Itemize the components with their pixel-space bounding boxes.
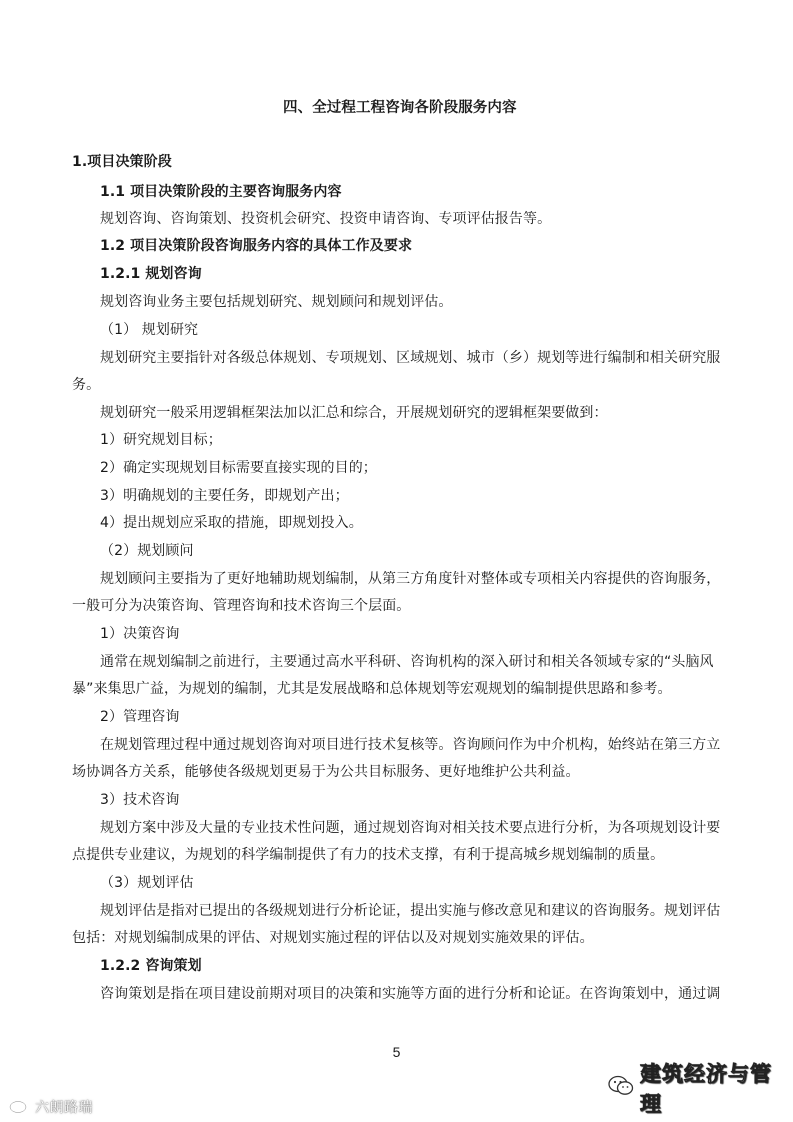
paragraph-line: 规划咨询业务主要包括规划研究、规划顾问和规划评估。 xyxy=(100,294,453,310)
weibo-watermark xyxy=(8,1096,93,1118)
paragraph-line: 暴”来集思广益，为规划的编制，尤其是发展战略和总体规划等宏观规划的编制提供思路和参考。 xyxy=(72,681,672,697)
paragraph-line: 规划研究主要指针对各级总体规划、专项规划、区域规划、城市（乡）规划等进行编制和相关研究服 xyxy=(100,350,721,366)
paragraph-line: 规划方案中涉及大量的专业技术性问题，通过规划咨询对相关技术要点进行分析，为各项规划设计要 xyxy=(100,820,721,836)
item-heading: 3）技术咨询 xyxy=(100,792,180,808)
document-title: 四、全过程工程咨询各阶段服务内容 xyxy=(283,100,517,116)
subsection-heading: 1.2 项目决策阶段咨询服务内容的具体工作及要求 xyxy=(100,238,413,254)
subsubsection-heading: 1.2.1 规划咨询 xyxy=(100,266,202,282)
item-heading: （1） 规划研究 xyxy=(100,322,199,338)
list-item: 4）提出规划应采取的措施，即规划投入。 xyxy=(100,515,363,531)
paragraph-line: 通常在规划编制之前进行，主要通过高水平科研、咨询机构的深入研讨和相关各领域专家的“头脑风 xyxy=(100,654,714,670)
paragraph-line: 一般可分为决策咨询、管理咨询和技术咨询三个层面。 xyxy=(72,598,411,614)
list-item: 3）明确规划的主要任务，即规划产出； xyxy=(100,488,349,504)
page-number: 5 xyxy=(392,1044,401,1060)
weibo-icon xyxy=(8,1096,32,1118)
item-heading: 1）决策咨询 xyxy=(100,626,180,642)
paragraph-line: 包括：对规划编制成果的评估、对规划实施过程的评估以及对规划实施效果的评估。 xyxy=(72,930,594,946)
paragraph-line: 务。 xyxy=(72,377,101,393)
paragraph-line: 规划评估是指对已提出的各级规划进行分析论证，提出实施与修改意见和建议的咨询服务。规划评估 xyxy=(100,903,721,919)
item-heading: （3）规划评估 xyxy=(100,875,194,891)
wechat-watermark xyxy=(608,1062,793,1116)
wechat-icon xyxy=(608,1075,634,1101)
item-heading: 2）管理咨询 xyxy=(100,709,180,725)
list-item: 1）研究规划目标； xyxy=(100,432,222,448)
paragraph-line: 规划顾问主要指为了更好地辅助规划编制，从第三方角度针对整体或专项相关内容提供的咨询服务， xyxy=(100,571,721,587)
section-heading: 1.项目决策阶段 xyxy=(72,154,172,170)
paragraph-line: 咨询策划是指在项目建设前期对项目的决策和实施等方面的进行分析和论证。在咨询策划中，通过调 xyxy=(100,986,721,1002)
item-heading: （2）规划顾问 xyxy=(100,543,194,559)
paragraph-line: 点提供专业建议，为规划的科学编制提供了有力的技术支撑，有利于提高城乡规划编制的质量。 xyxy=(72,847,665,863)
weibo-account-name: 六朗路瑞 xyxy=(35,1100,93,1116)
paragraph-line: 场协调各方关系，能够使各级规划更易于为公共目标服务、更好地维护公共利益。 xyxy=(72,764,580,780)
paragraph-line: 规划咨询、咨询策划、投资机会研究、投资申请咨询、专项评估报告等。 xyxy=(100,211,552,227)
subsubsection-heading: 1.2.2 咨询策划 xyxy=(100,958,202,974)
wechat-account-name: 建筑经济与管理 xyxy=(640,1062,772,1116)
paragraph-line: 规划研究一般采用逻辑框架法加以汇总和综合，开展规划研究的逻辑框架要做到： xyxy=(100,405,608,421)
paragraph-line: 在规划管理过程中通过规划咨询对项目进行技术复核等。咨询顾问作为中介机构，始终站在第三方立 xyxy=(100,737,721,753)
list-item: 2）确定实现规划目标需要直接实现的目的； xyxy=(100,460,377,476)
subsection-heading: 1.1 项目决策阶段的主要咨询服务内容 xyxy=(100,184,342,200)
